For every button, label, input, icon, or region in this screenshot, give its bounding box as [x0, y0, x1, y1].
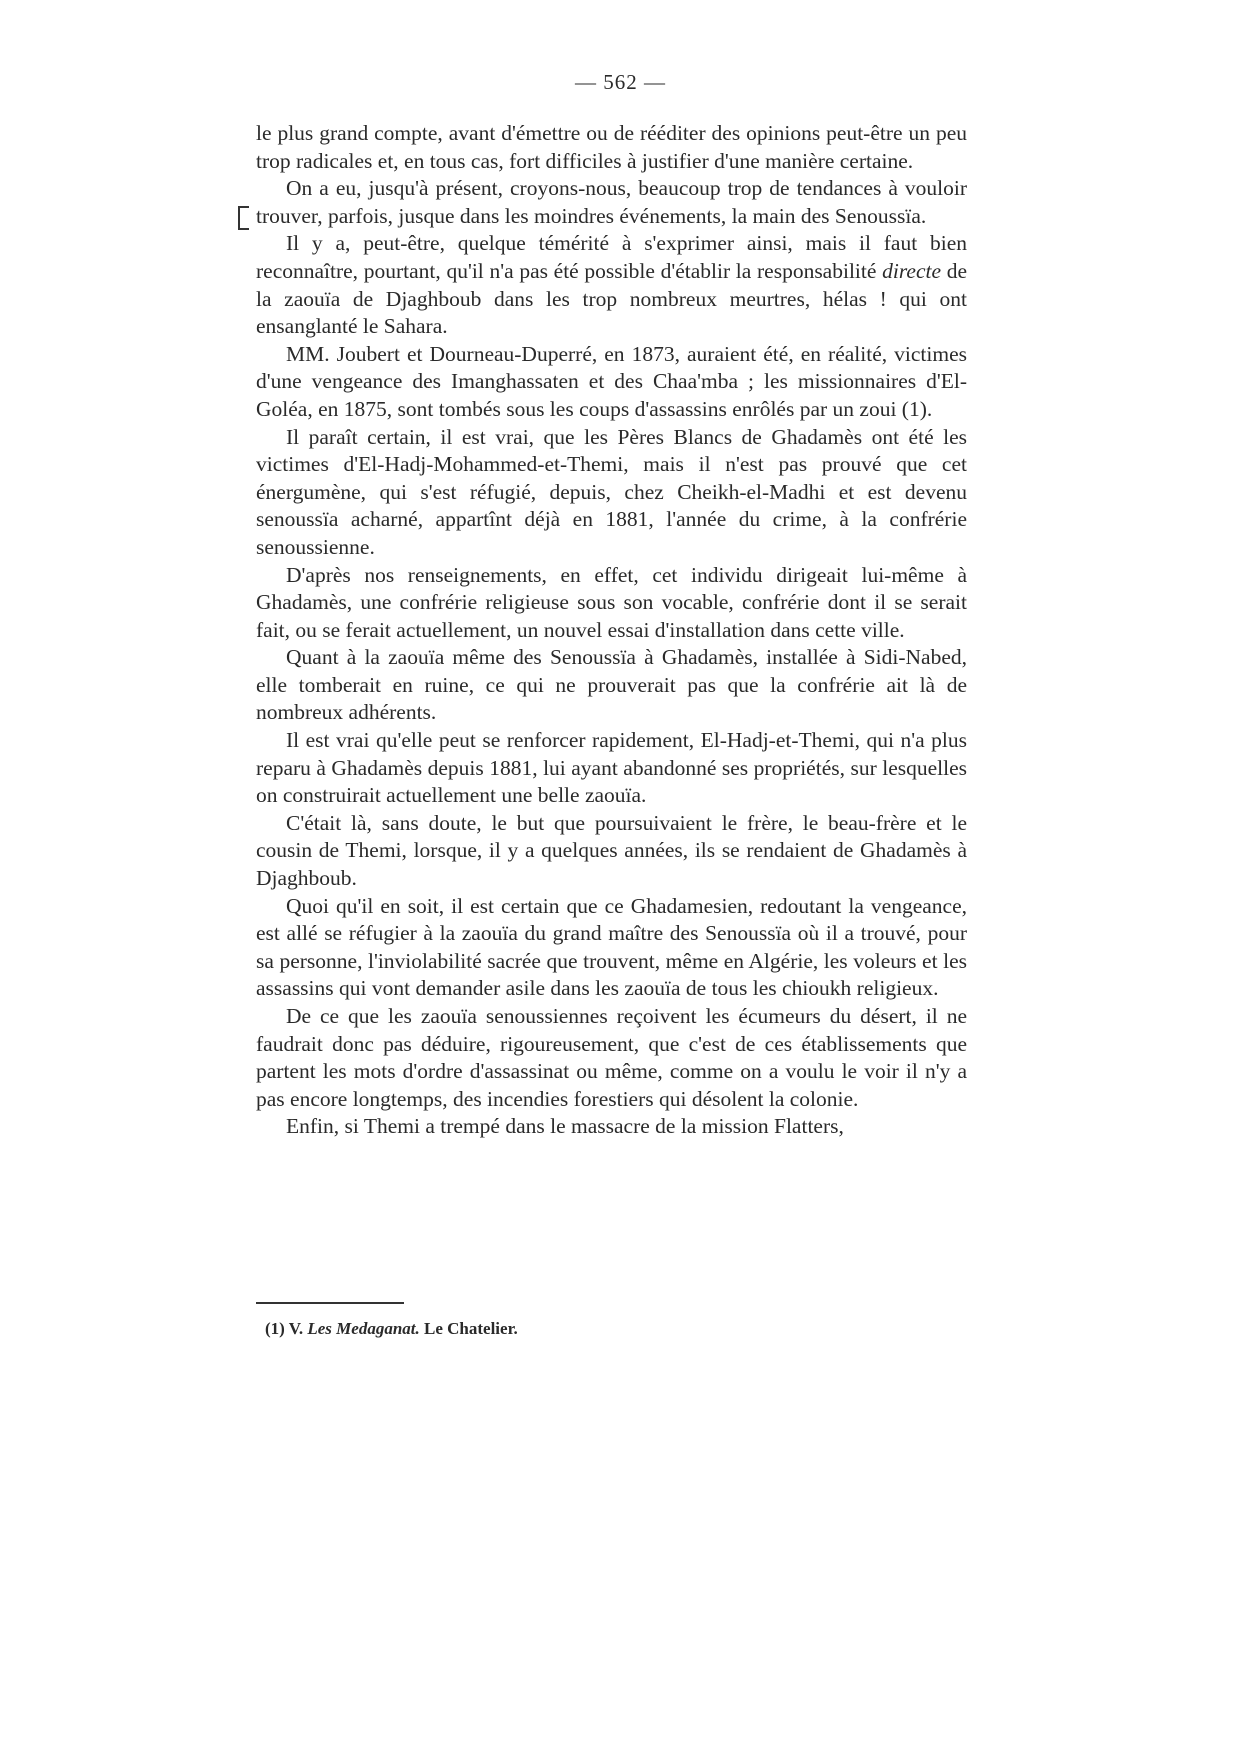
paragraph-continued: le plus grand compte, avant d'émettre ou de rééditer des opinions peut-être un peu trop radicales et, en tous cas, fort difficiles à justifier d'une manière certaine.	[256, 121, 967, 173]
paragraph-text: de la zaouïa de Djaghboub dans les trop nombreux meurtres, hélas ! qui ont ensanglanté le Sahara.	[256, 258, 967, 339]
margin-bracket-mark	[238, 206, 249, 230]
paragraph	[256, 230, 967, 340]
page-number: — 562 —	[575, 70, 666, 94]
paragraph: Enfin, si Themi a trempé dans le massacre de la mission Flatters,	[286, 1114, 844, 1139]
footnote-rule	[256, 1302, 404, 1304]
footnote	[265, 1319, 518, 1339]
emphasis-text: directe	[882, 258, 942, 283]
paragraph: Quoi qu'il en soit, il est certain que ce Ghadamesien, redoutant la vengeance, est allé se réfugier à la zaouïa du grand maître des Senoussïa où il a trouvé, pour sa personne, l'inviolabilité sacrée que trouvent, même en Algérie, les voleurs et les assassins qui vont demander asile dans les zaouïa de tous les chioukh religieux.	[256, 893, 967, 1001]
paragraph: De ce que les zaouïa senoussiennes reçoivent les écumeurs du désert, il ne faudrait donc pas déduire, rigoureusement, que c'est de ces établissements que partent les mots d'ordre d'assassinat ou même, comme on a voulu le voir il n'y a pas encore longtemps, des incendies forestiers qui désolent la colonie.	[256, 1004, 967, 1111]
body-text	[256, 120, 967, 1141]
paragraph: C'était là, sans doute, le but que poursuivaient le frère, le beau-frère et le cousin de Themi, lorsque, il y a quelques années, ils se rendaient de Ghadamès à Djaghboub.	[256, 810, 967, 891]
paragraph: Il paraît certain, il est vrai, que les Pères Blancs de Ghadamès ont été les victimes d'El-Hadj-Mohammed-et-Themi, mais il n'est pas prouvé que cet énergumène, qui s'est réfugié, depuis, chez Cheikh-el-Madhi et est devenu senoussïa acharné, appartînt déjà en 1881, l'année du crime, à la confrérie senoussienne.	[256, 424, 967, 559]
paragraph: On a eu, jusqu'à présent, croyons-nous, beaucoup trop de tendances à vouloir trouver, parfois, jusque dans les moindres événements, la main des Senoussïa.	[256, 176, 967, 228]
paragraph: D'après nos renseignements, en effet, cet individu dirigeait lui-même à Ghadamès, une confrérie religieuse sous son vocable, confrérie dont il se serait fait, ou se ferait actuellement, un nouvel essai d'installation dans cette ville.	[256, 562, 967, 642]
footnote-author: Le Chatelier.	[424, 1319, 518, 1338]
paragraph: Quant à la zaouïa même des Senoussïa à Ghadamès, installée à Sidi-Nabed, elle tomberait en ruine, ce qui ne prouverait pas que la confrérie ait là de nombreux adhérents.	[256, 645, 967, 725]
footnote-title: Les Medaganat.	[307, 1319, 420, 1338]
paragraph: MM. Joubert et Dourneau-Duperré, en 1873, auraient été, en réalité, victimes d'une vengeance des Imanghassaten et des Chaa'mba ; les missionnaires d'El-Goléa, en 1875, sont tombés sous les coups d'assassins enrôlés par un zoui (1).	[256, 341, 967, 421]
footnote-marker: (1) V.	[265, 1319, 304, 1338]
paragraph-text: Il y a, peut-être, quelque témérité à s'exprimer ainsi, mais il faut bien reconnaître, pourtant, qu'il n'a pas été possible d'établir la responsabilité	[256, 231, 967, 283]
paragraph: Il est vrai qu'elle peut se renforcer rapidement, El-Hadj-et-Themi, qui n'a plus reparu à Ghadamès depuis 1881, lui ayant abandonné ses propriétés, sur lesquelles on construirait actuellement une belle zaouïa.	[256, 728, 967, 808]
